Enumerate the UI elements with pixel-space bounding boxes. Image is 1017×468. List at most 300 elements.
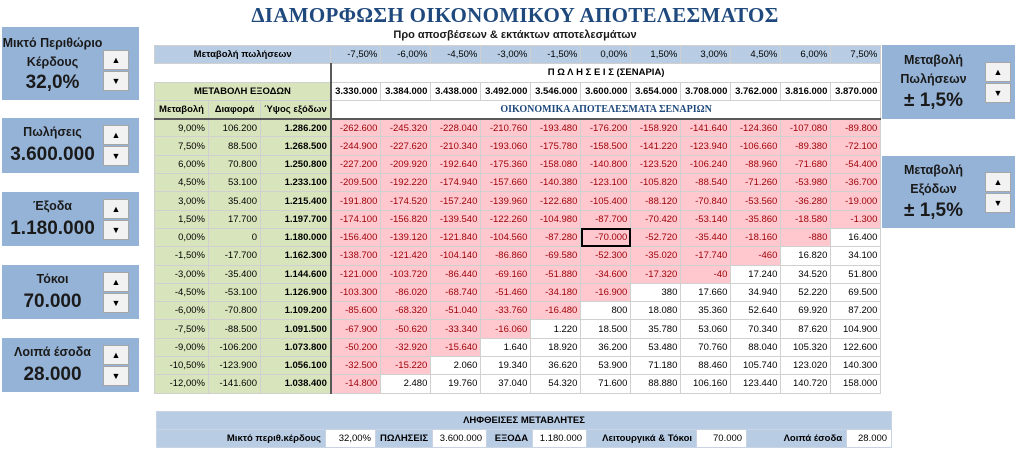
result-cell[interactable]: -86.860 bbox=[481, 247, 531, 265]
sales-change-cell[interactable]: -3,00% bbox=[481, 46, 531, 64]
result-cell[interactable]: 35.780 bbox=[631, 320, 681, 338]
result-cell[interactable]: -156.400 bbox=[331, 228, 381, 246]
sales-change-cell[interactable]: -6,00% bbox=[381, 46, 431, 64]
expense-change-cell[interactable]: -6,00% bbox=[155, 302, 209, 320]
result-cell[interactable]: -18.580 bbox=[781, 210, 831, 228]
table-row bbox=[155, 375, 881, 393]
result-cell[interactable]: -227.200 bbox=[331, 155, 381, 173]
expense-change-cell[interactable]: -9,00% bbox=[155, 338, 209, 356]
table-row bbox=[155, 302, 881, 320]
result-cell[interactable]: -35.860 bbox=[731, 210, 781, 228]
result-cell[interactable]: -158.080 bbox=[531, 155, 581, 173]
result-cell[interactable]: -89.380 bbox=[781, 137, 831, 155]
expense-total-cell[interactable]: 1.126.900 bbox=[261, 283, 331, 301]
result-cell[interactable]: 16.820 bbox=[781, 247, 831, 265]
result-cell[interactable]: -157.660 bbox=[481, 174, 531, 192]
result-cell[interactable]: 87.620 bbox=[781, 320, 831, 338]
spinner-up-button[interactable] bbox=[985, 172, 1011, 192]
expense-change-cell[interactable]: -12,00% bbox=[155, 375, 209, 393]
result-cell[interactable]: -53.560 bbox=[731, 192, 781, 210]
summary-title: ΛΗΦΘΕΙΣΕΣ ΜΕΤΑΒΛΗΤΕΣ bbox=[157, 412, 892, 430]
gross-margin-spinner[interactable] bbox=[103, 50, 129, 91]
panel-label: Τόκοι bbox=[36, 271, 69, 286]
sales-change-cell[interactable]: -1,50% bbox=[531, 46, 581, 64]
spinner-down-button[interactable] bbox=[103, 293, 129, 313]
result-cell[interactable]: 16.400 bbox=[831, 228, 881, 246]
spinner-down-button[interactable] bbox=[103, 146, 129, 166]
triangle-up-icon: ▲ bbox=[993, 66, 1003, 77]
col-header-change: Μεταβολή bbox=[155, 100, 209, 118]
result-cell[interactable]: -88.960 bbox=[731, 155, 781, 173]
summary-label-expenses: ΕΞΟΔΑ bbox=[487, 430, 533, 448]
expense-diff-cell[interactable]: 35.400 bbox=[209, 192, 261, 210]
panel-value: 1.180.000 bbox=[10, 217, 95, 239]
result-cell[interactable]: -17.320 bbox=[631, 265, 681, 283]
result-cell[interactable]: 123.440 bbox=[731, 375, 781, 393]
panel-label: Μεταβολή bbox=[903, 53, 964, 67]
result-cell[interactable]: 18.920 bbox=[531, 338, 581, 356]
result-cell[interactable]: -70.000 bbox=[581, 228, 631, 246]
result-cell[interactable]: -70.420 bbox=[631, 210, 681, 228]
interest-spinner[interactable] bbox=[103, 272, 129, 313]
result-cell[interactable]: -106.240 bbox=[681, 155, 731, 173]
result-cell[interactable]: -67.900 bbox=[331, 320, 381, 338]
expense-total-cell[interactable]: 1.038.400 bbox=[261, 375, 331, 393]
result-cell[interactable]: -174.100 bbox=[331, 210, 381, 228]
result-cell[interactable]: -52.300 bbox=[581, 247, 631, 265]
result-cell[interactable]: -71.680 bbox=[781, 155, 831, 173]
expense-diff-cell[interactable]: 17.700 bbox=[209, 210, 261, 228]
result-cell[interactable]: -245.320 bbox=[381, 119, 431, 137]
result-cell[interactable]: -139.120 bbox=[381, 228, 431, 246]
expense-diff-cell[interactable]: 106.200 bbox=[209, 119, 261, 137]
result-cell[interactable]: -158.920 bbox=[631, 119, 681, 137]
result-cell[interactable]: -192.220 bbox=[381, 174, 431, 192]
expense-change-cell[interactable]: -7,50% bbox=[155, 320, 209, 338]
panel-sales bbox=[2, 118, 139, 173]
spinner-down-button[interactable] bbox=[985, 83, 1011, 103]
result-cell[interactable]: -16.060 bbox=[481, 320, 531, 338]
result-cell[interactable]: -54.400 bbox=[831, 155, 881, 173]
result-cell[interactable]: -122.260 bbox=[481, 210, 531, 228]
table-row bbox=[155, 283, 881, 301]
sales-change-cell[interactable]: -7,50% bbox=[331, 46, 381, 64]
expenses-spinner[interactable] bbox=[103, 199, 129, 240]
sales-change-cell[interactable]: 7,50% bbox=[831, 46, 881, 64]
expense-change-cell[interactable]: 3,00% bbox=[155, 192, 209, 210]
expense-total-cell[interactable]: 1.056.100 bbox=[261, 357, 331, 375]
expense-total-cell[interactable]: 1.268.500 bbox=[261, 137, 331, 155]
spinner-up-button[interactable] bbox=[103, 50, 129, 70]
result-cell[interactable]: -880 bbox=[781, 228, 831, 246]
result-cell[interactable]: -70.840 bbox=[681, 192, 731, 210]
expense-diff-cell[interactable]: -123.900 bbox=[209, 357, 261, 375]
result-cell[interactable]: 52.640 bbox=[731, 302, 781, 320]
result-cell[interactable]: -32.500 bbox=[331, 357, 381, 375]
result-cell[interactable]: -193.060 bbox=[481, 137, 531, 155]
result-cell[interactable]: 51.800 bbox=[831, 265, 881, 283]
result-cell[interactable]: 18.080 bbox=[631, 302, 681, 320]
sales-change-cell[interactable]: 6,00% bbox=[781, 46, 831, 64]
expense-total-cell[interactable]: 1.197.700 bbox=[261, 210, 331, 228]
result-cell[interactable]: -34.600 bbox=[581, 265, 631, 283]
spinner-up-button[interactable] bbox=[103, 345, 129, 365]
panel-interest bbox=[2, 265, 139, 319]
spinner-down-button[interactable] bbox=[103, 71, 129, 91]
result-cell[interactable]: -19.000 bbox=[831, 192, 881, 210]
panel-label: Κέρδους bbox=[26, 54, 79, 69]
result-cell[interactable]: -14.800 bbox=[331, 375, 381, 393]
result-cell[interactable]: -141.220 bbox=[631, 137, 681, 155]
spinner-up-button[interactable] bbox=[103, 199, 129, 219]
result-cell[interactable]: -52.720 bbox=[631, 228, 681, 246]
sales-value-cell[interactable]: 3.384.000 bbox=[381, 82, 431, 100]
expense-change-cell[interactable]: -10,50% bbox=[155, 357, 209, 375]
expense-diff-cell[interactable]: -70.800 bbox=[209, 302, 261, 320]
result-cell[interactable]: 106.160 bbox=[681, 375, 731, 393]
panel-label: Λοιπά έσοδα bbox=[14, 344, 91, 359]
result-cell[interactable]: -262.600 bbox=[331, 119, 381, 137]
sales-value-cell[interactable]: 3.438.000 bbox=[431, 82, 481, 100]
expense-diff-cell[interactable]: -88.500 bbox=[209, 320, 261, 338]
panel-gross-margin bbox=[2, 27, 139, 100]
expense-total-cell[interactable]: 1.144.600 bbox=[261, 265, 331, 283]
expense-total-cell[interactable]: 1.162.300 bbox=[261, 247, 331, 265]
sales-change-cell[interactable]: 3,00% bbox=[681, 46, 731, 64]
expense-diff-cell[interactable]: -106.200 bbox=[209, 338, 261, 356]
expense-total-cell[interactable]: 1.109.200 bbox=[261, 302, 331, 320]
result-cell[interactable]: -35.440 bbox=[681, 228, 731, 246]
result-cell[interactable]: 34.940 bbox=[731, 283, 781, 301]
result-cell[interactable]: -15.220 bbox=[381, 357, 431, 375]
result-cell[interactable]: -122.680 bbox=[531, 192, 581, 210]
sales-change-spinner[interactable] bbox=[985, 62, 1011, 103]
result-cell[interactable]: 37.040 bbox=[481, 375, 531, 393]
result-cell[interactable]: -124.360 bbox=[731, 119, 781, 137]
result-cell[interactable]: 19.760 bbox=[431, 375, 481, 393]
result-cell[interactable]: -32.920 bbox=[381, 338, 431, 356]
result-cell[interactable]: -53.140 bbox=[681, 210, 731, 228]
result-cell[interactable]: -18.160 bbox=[731, 228, 781, 246]
result-cell[interactable]: -244.900 bbox=[331, 137, 381, 155]
result-cell[interactable]: -175.780 bbox=[531, 137, 581, 155]
result-cell[interactable]: -69.580 bbox=[531, 247, 581, 265]
summary-label-other-income: Λοιπά έσοδα bbox=[747, 430, 847, 448]
sales-change-cell[interactable]: 0,00% bbox=[581, 46, 631, 64]
table-row bbox=[155, 338, 881, 356]
result-cell[interactable]: -16.900 bbox=[581, 283, 631, 301]
result-cell[interactable]: 34.520 bbox=[781, 265, 831, 283]
sales-change-cell[interactable]: -4,50% bbox=[431, 46, 481, 64]
result-cell[interactable]: -121.420 bbox=[381, 247, 431, 265]
result-cell[interactable]: -191.800 bbox=[331, 192, 381, 210]
result-cell[interactable]: -104.560 bbox=[481, 228, 531, 246]
result-cell[interactable]: 104.900 bbox=[831, 320, 881, 338]
result-cell[interactable]: 122.600 bbox=[831, 338, 881, 356]
result-cell[interactable]: -157.240 bbox=[431, 192, 481, 210]
result-cell[interactable]: -85.600 bbox=[331, 302, 381, 320]
spinner-up-button[interactable] bbox=[985, 62, 1011, 82]
sales-value-cell[interactable]: 3.816.000 bbox=[781, 82, 831, 100]
result-cell[interactable]: -104.980 bbox=[531, 210, 581, 228]
sales-scenarios-label: Π Ω Λ Η Σ Ε Ι Σ (ΣΕΝΑΡΙΑ) bbox=[331, 64, 881, 82]
result-cell[interactable]: -140.800 bbox=[581, 155, 631, 173]
sales-value-cell[interactable]: 3.708.000 bbox=[681, 82, 731, 100]
result-cell[interactable]: 19.340 bbox=[481, 357, 531, 375]
page-title: ΔΙΑΜΟΡΦΩΣΗ ΟΙΚΟΝΟΜΙΚΟΥ ΑΠΟΤΕΛΕΣΜΑΤΟΣ bbox=[251, 3, 779, 27]
result-cell[interactable]: 800 bbox=[581, 302, 631, 320]
result-cell[interactable]: -209.920 bbox=[381, 155, 431, 173]
expense-diff-cell[interactable]: 70.800 bbox=[209, 155, 261, 173]
result-cell[interactable]: 88.460 bbox=[681, 357, 731, 375]
summary-header-row bbox=[157, 412, 892, 430]
result-cell[interactable]: -1.300 bbox=[831, 210, 881, 228]
result-cell[interactable]: -138.700 bbox=[331, 247, 381, 265]
result-cell[interactable]: 70.760 bbox=[681, 338, 731, 356]
result-cell[interactable]: -72.100 bbox=[831, 137, 881, 155]
sales-change-cell[interactable]: 1,50% bbox=[631, 46, 681, 64]
sales-values-row bbox=[155, 82, 881, 100]
summary-value-operating-interest[interactable]: 70.000 bbox=[697, 430, 747, 448]
result-cell[interactable]: -68.740 bbox=[431, 283, 481, 301]
result-cell[interactable]: 1.220 bbox=[531, 320, 581, 338]
result-cell[interactable]: -51.880 bbox=[531, 265, 581, 283]
result-cell[interactable]: -460 bbox=[731, 247, 781, 265]
sales-spinner[interactable] bbox=[103, 125, 129, 166]
summary-value-gross-margin[interactable]: 32,00% bbox=[326, 430, 376, 448]
result-cell[interactable]: -86.440 bbox=[431, 265, 481, 283]
result-cell[interactable]: -193.480 bbox=[531, 119, 581, 137]
result-cell[interactable]: 105.740 bbox=[731, 357, 781, 375]
sales-value-cell[interactable]: 3.762.000 bbox=[731, 82, 781, 100]
result-cell[interactable]: 53.480 bbox=[631, 338, 681, 356]
result-cell[interactable]: 54.320 bbox=[531, 375, 581, 393]
result-cell[interactable]: 53.900 bbox=[581, 357, 631, 375]
result-cell[interactable]: 17.660 bbox=[681, 283, 731, 301]
result-cell[interactable]: 105.320 bbox=[781, 338, 831, 356]
result-cell[interactable]: 71.600 bbox=[581, 375, 631, 393]
result-cell[interactable]: 34.100 bbox=[831, 247, 881, 265]
spinner-down-button[interactable] bbox=[103, 366, 129, 386]
triangle-down-icon: ▼ bbox=[993, 87, 1003, 98]
expense-total-cell[interactable]: 1.180.000 bbox=[261, 228, 331, 246]
result-cell[interactable]: 52.220 bbox=[781, 283, 831, 301]
result-cell[interactable]: -123.520 bbox=[631, 155, 681, 173]
result-cell[interactable]: 87.200 bbox=[831, 302, 881, 320]
table-row bbox=[155, 119, 881, 137]
result-cell[interactable]: -105.400 bbox=[581, 192, 631, 210]
triangle-up-icon: ▲ bbox=[111, 276, 121, 287]
result-cell[interactable]: -87.280 bbox=[531, 228, 581, 246]
result-cell[interactable]: -69.160 bbox=[481, 265, 531, 283]
result-cell[interactable]: -121.000 bbox=[331, 265, 381, 283]
result-cell[interactable]: -140.380 bbox=[531, 174, 581, 192]
scenario-grid bbox=[154, 45, 881, 394]
result-cell[interactable]: -15.640 bbox=[431, 338, 481, 356]
expense-change-cell[interactable]: 9,00% bbox=[155, 119, 209, 137]
expense-change-cell[interactable]: 4,50% bbox=[155, 174, 209, 192]
other-income-spinner[interactable] bbox=[103, 345, 129, 386]
expense-diff-cell[interactable]: -17.700 bbox=[209, 247, 261, 265]
result-cell[interactable]: 35.360 bbox=[681, 302, 731, 320]
table-row bbox=[155, 192, 881, 210]
expense-change-cell[interactable]: -3,00% bbox=[155, 265, 209, 283]
sales-value-cell[interactable]: 3.600.000 bbox=[581, 82, 631, 100]
panel-label: Πωλήσεις bbox=[23, 125, 82, 139]
result-cell[interactable]: -176.200 bbox=[581, 119, 631, 137]
expense-diff-cell[interactable]: -141.600 bbox=[209, 375, 261, 393]
result-cell[interactable]: -156.820 bbox=[381, 210, 431, 228]
result-cell[interactable]: -17.740 bbox=[681, 247, 731, 265]
result-cell[interactable]: 69.500 bbox=[831, 283, 881, 301]
summary-value-sales[interactable]: 3.600.000 bbox=[433, 430, 487, 448]
result-cell[interactable]: 88.040 bbox=[731, 338, 781, 356]
panel-expense-change bbox=[882, 156, 1015, 228]
expense-change-cell[interactable]: 7,50% bbox=[155, 137, 209, 155]
result-cell[interactable]: 70.340 bbox=[731, 320, 781, 338]
result-cell[interactable]: -35.020 bbox=[631, 247, 681, 265]
result-cell[interactable]: -210.340 bbox=[431, 137, 481, 155]
result-cell[interactable]: 2.480 bbox=[381, 375, 431, 393]
panel-label: Μικτό Περιθώριο bbox=[2, 35, 103, 50]
expense-total-cell[interactable]: 1.250.800 bbox=[261, 155, 331, 173]
result-cell[interactable]: -158.500 bbox=[581, 137, 631, 155]
result-cell[interactable]: -228.040 bbox=[431, 119, 481, 137]
result-cell[interactable]: -192.640 bbox=[431, 155, 481, 173]
result-cell[interactable]: 18.500 bbox=[581, 320, 631, 338]
result-cell[interactable]: -175.360 bbox=[481, 155, 531, 173]
result-cell[interactable]: -51.460 bbox=[481, 283, 531, 301]
summary-value-other-income[interactable]: 28.000 bbox=[847, 430, 892, 448]
result-cell[interactable]: -139.960 bbox=[481, 192, 531, 210]
spinner-down-button[interactable] bbox=[103, 220, 129, 240]
result-cell[interactable]: -87.700 bbox=[581, 210, 631, 228]
expense-total-cell[interactable]: 1.215.400 bbox=[261, 192, 331, 210]
result-cell[interactable]: -33.760 bbox=[481, 302, 531, 320]
panel-value: ± 1,5% bbox=[903, 200, 963, 221]
result-cell[interactable]: -16.480 bbox=[531, 302, 581, 320]
triangle-down-icon: ▼ bbox=[111, 297, 121, 308]
result-cell[interactable]: -103.720 bbox=[381, 265, 431, 283]
result-cell[interactable]: -123.940 bbox=[681, 137, 731, 155]
result-cell[interactable]: -50.200 bbox=[331, 338, 381, 356]
result-cell[interactable]: -105.820 bbox=[631, 174, 681, 192]
result-cell[interactable]: -86.020 bbox=[381, 283, 431, 301]
result-cell[interactable]: 69.920 bbox=[781, 302, 831, 320]
col-header-diff: Διαφορά bbox=[209, 100, 261, 118]
result-cell[interactable]: -88.120 bbox=[631, 192, 681, 210]
result-cell[interactable]: 140.720 bbox=[781, 375, 831, 393]
result-cell[interactable]: 123.020 bbox=[781, 357, 831, 375]
triangle-up-icon: ▲ bbox=[111, 55, 121, 65]
sales-value-cell[interactable]: 3.330.000 bbox=[331, 82, 381, 100]
result-cell[interactable]: 380 bbox=[631, 283, 681, 301]
expense-total-cell[interactable]: 1.286.200 bbox=[261, 119, 331, 137]
result-cell[interactable]: -227.620 bbox=[381, 137, 431, 155]
sales-value-cell[interactable]: 3.492.000 bbox=[481, 82, 531, 100]
spinner-up-button[interactable] bbox=[103, 272, 129, 292]
expense-diff-cell[interactable]: 88.500 bbox=[209, 137, 261, 155]
result-cell[interactable]: -51.040 bbox=[431, 302, 481, 320]
panel-other-income bbox=[2, 338, 139, 392]
expense-total-cell[interactable]: 1.073.800 bbox=[261, 338, 331, 356]
result-cell[interactable]: -36.700 bbox=[831, 174, 881, 192]
result-cell[interactable]: 36.620 bbox=[531, 357, 581, 375]
result-cell[interactable]: -139.540 bbox=[431, 210, 481, 228]
expense-change-cell[interactable]: 6,00% bbox=[155, 155, 209, 173]
result-cell[interactable]: 88.880 bbox=[631, 375, 681, 393]
expense-total-cell[interactable]: 1.091.500 bbox=[261, 320, 331, 338]
result-cell[interactable]: 1.640 bbox=[481, 338, 531, 356]
result-cell[interactable]: -103.300 bbox=[331, 283, 381, 301]
result-cell[interactable]: 2.060 bbox=[431, 357, 481, 375]
summary-value-expenses[interactable]: 1.180.000 bbox=[533, 430, 587, 448]
sales-value-cell[interactable]: 3.870.000 bbox=[831, 82, 881, 100]
sales-change-cell[interactable]: 4,50% bbox=[731, 46, 781, 64]
result-cell[interactable]: -36.280 bbox=[781, 192, 831, 210]
result-cell[interactable]: 36.200 bbox=[581, 338, 631, 356]
result-cell[interactable]: -174.940 bbox=[431, 174, 481, 192]
result-cell[interactable]: 53.060 bbox=[681, 320, 731, 338]
result-cell[interactable]: 17.240 bbox=[731, 265, 781, 283]
expense-change-cell[interactable]: -4,50% bbox=[155, 283, 209, 301]
result-cell[interactable]: -123.100 bbox=[581, 174, 631, 192]
expense-change-cell[interactable]: 0,00% bbox=[155, 228, 209, 246]
result-cell[interactable]: -34.180 bbox=[531, 283, 581, 301]
result-cell[interactable]: -107.080 bbox=[781, 119, 831, 137]
result-cell[interactable]: -141.640 bbox=[681, 119, 731, 137]
result-cell[interactable]: -104.140 bbox=[431, 247, 481, 265]
result-cell[interactable]: -33.340 bbox=[431, 320, 481, 338]
result-cell[interactable]: -89.800 bbox=[831, 119, 881, 137]
sales-value-cell[interactable]: 3.654.000 bbox=[631, 82, 681, 100]
spinner-down-button[interactable] bbox=[985, 193, 1011, 213]
result-cell[interactable]: -210.760 bbox=[481, 119, 531, 137]
result-cell[interactable]: 140.300 bbox=[831, 357, 881, 375]
result-cell[interactable]: -50.620 bbox=[381, 320, 431, 338]
expense-total-cell[interactable]: 1.233.100 bbox=[261, 174, 331, 192]
result-cell[interactable]: -209.500 bbox=[331, 174, 381, 192]
summary-label-sales: ΠΩΛΗΣΕΙΣ bbox=[376, 430, 433, 448]
col-header-expenses: Ύψος εξόδων bbox=[261, 100, 331, 118]
expense-diff-cell[interactable]: -53.100 bbox=[209, 283, 261, 301]
result-cell[interactable]: -71.260 bbox=[731, 174, 781, 192]
result-cell[interactable]: 71.180 bbox=[631, 357, 681, 375]
expense-change-spinner[interactable] bbox=[985, 172, 1011, 213]
expense-change-cell[interactable]: 1,50% bbox=[155, 210, 209, 228]
result-cell[interactable]: -121.840 bbox=[431, 228, 481, 246]
sales-value-cell[interactable]: 3.546.000 bbox=[531, 82, 581, 100]
expense-change-cell[interactable]: -1,50% bbox=[155, 247, 209, 265]
table-row bbox=[155, 210, 881, 228]
column-headers-row bbox=[155, 100, 881, 118]
panel-label: Μεταβολή bbox=[903, 163, 964, 177]
triangle-down-icon: ▼ bbox=[111, 224, 121, 235]
spinner-up-button[interactable] bbox=[103, 125, 129, 145]
triangle-down-icon: ▼ bbox=[111, 151, 121, 161]
result-cell[interactable]: -88.540 bbox=[681, 174, 731, 192]
panel-value: 3.600.000 bbox=[10, 144, 95, 165]
result-cell[interactable]: -40 bbox=[681, 265, 731, 283]
expense-diff-cell[interactable]: -35.400 bbox=[209, 265, 261, 283]
result-cell[interactable]: -106.660 bbox=[731, 137, 781, 155]
expense-diff-cell[interactable]: 0 bbox=[209, 228, 261, 246]
result-cell[interactable]: 158.000 bbox=[831, 375, 881, 393]
result-cell[interactable]: -174.520 bbox=[381, 192, 431, 210]
expense-diff-cell[interactable]: 53.100 bbox=[209, 174, 261, 192]
result-cell[interactable]: -53.980 bbox=[781, 174, 831, 192]
result-cell[interactable]: -68.320 bbox=[381, 302, 431, 320]
